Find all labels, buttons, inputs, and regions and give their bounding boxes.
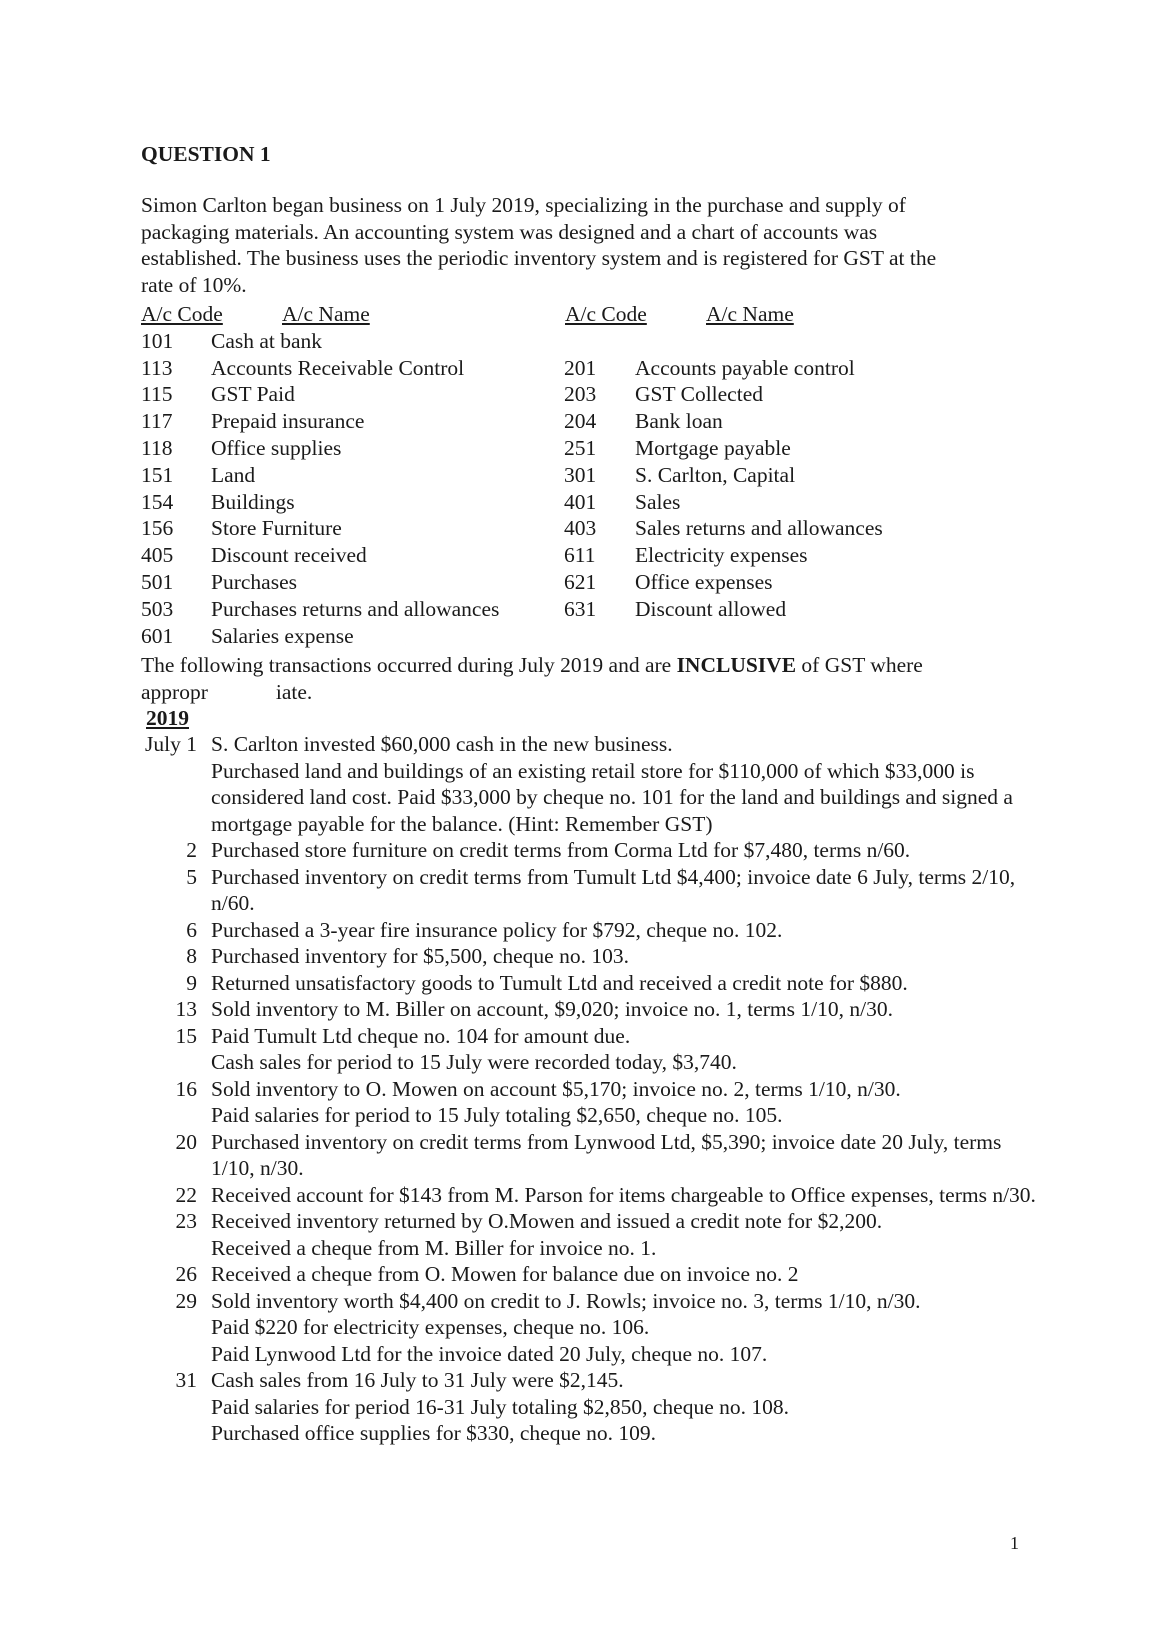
- transaction-item: [141, 996, 1041, 1023]
- account-name: GST Collected: [635, 382, 763, 407]
- question-title: QUESTION 1: [141, 142, 271, 166]
- transaction-text: Purchased inventory on credit terms from Tumult Ltd $4,400; invoice date 6 July, terms 2/10, n/60.: [211, 864, 1016, 915]
- transaction-text: Sold inventory to O. Mowen on account $5,170; invoice no. 2, terms 1/10, n/30.: [211, 1076, 901, 1101]
- account-name: Land: [211, 462, 256, 487]
- transaction-date: 15: [175, 1023, 197, 1048]
- account-name: GST Paid: [211, 382, 295, 407]
- account-code: 115: [141, 382, 173, 407]
- transaction-item: [141, 1208, 1041, 1235]
- transaction-date: July 1: [145, 732, 197, 756]
- transaction-item: [141, 1129, 1041, 1182]
- transaction-item: [141, 1420, 1041, 1447]
- transaction-text: Paid salaries for period 16-31 July totaling $2,850, cheque no. 108.: [211, 1394, 790, 1419]
- transactions-intro-line-2: [141, 679, 1041, 706]
- transactions-intro: [141, 652, 1041, 705]
- transaction-text: Sold inventory worth $4,400 on credit to J. Rowls; invoice no. 3, terms 1/10, n/30.: [211, 1288, 921, 1313]
- transaction-date: 13: [175, 997, 197, 1021]
- transaction-date: 16: [175, 1076, 197, 1101]
- account-code: 631: [564, 596, 597, 621]
- transaction-text: Paid salaries for period to 15 July totaling $2,650, cheque no. 105.: [211, 1103, 783, 1127]
- transaction-text: Purchased store furniture on credit terms from Corma Ltd for $7,480, terms n/60.: [211, 838, 911, 862]
- table-row: [141, 623, 1041, 650]
- account-code: 101: [141, 328, 174, 353]
- account-name: Mortgage payable: [635, 435, 791, 460]
- account-name: Prepaid insurance: [211, 409, 365, 434]
- transaction-text: Returned unsatisfactory goods to Tumult Ltd and received a credit note for $880.: [211, 970, 908, 995]
- transaction-item: [141, 1076, 1041, 1103]
- account-code: 203: [564, 382, 597, 407]
- header-ac-code-left: A/c Code: [141, 302, 223, 326]
- header-ac-name-left: A/c Name: [282, 302, 370, 326]
- header-ac-code-right: A/c Code: [565, 302, 647, 326]
- transaction-text: Paid Tumult Ltd cheque no. 104 for amount due.: [211, 1023, 631, 1048]
- account-code: 117: [141, 409, 173, 434]
- table-row: [141, 381, 1041, 408]
- transaction-text: Paid $220 for electricity expenses, cheque no. 106.: [211, 1315, 650, 1339]
- transaction-item: [141, 1102, 1041, 1129]
- transaction-text: Purchased inventory for $5,500, cheque no. 103.: [211, 944, 629, 968]
- account-name: Discount received: [211, 543, 367, 568]
- account-name: S. Carlton, Capital: [635, 462, 796, 487]
- transaction-date: 23: [175, 1209, 197, 1233]
- account-name: Sales returns and allowances: [635, 516, 883, 541]
- account-name: Store Furniture: [211, 516, 342, 541]
- transaction-text: Purchased inventory on credit terms from Lynwood Ltd, $5,390; invoice date 20 July, terms 1/10, n/30.: [211, 1129, 1002, 1180]
- account-name: Purchases: [211, 569, 297, 594]
- transaction-text: Purchased office supplies for $330, cheque no. 109.: [211, 1421, 657, 1445]
- transaction-item: [141, 970, 1041, 997]
- transaction-item: [141, 917, 1041, 944]
- transaction-item: [141, 837, 1041, 864]
- transaction-item: [141, 1341, 1041, 1368]
- transaction-item: [141, 731, 1041, 758]
- inclusive-emphasis: INCLUSIVE: [676, 653, 797, 677]
- transaction-text: Received inventory returned by O.Mowen and issued a credit note for $2,200.: [211, 1209, 883, 1233]
- account-name: Purchases returns and allowances: [211, 596, 500, 621]
- table-header-row: [141, 301, 1041, 328]
- account-name: Salaries expense: [211, 623, 354, 648]
- account-name: Office expenses: [635, 569, 773, 594]
- transaction-date: 29: [175, 1288, 197, 1313]
- transactions-list: [141, 731, 1041, 1447]
- account-code: 403: [564, 516, 597, 541]
- transaction-item: [141, 1394, 1041, 1421]
- transaction-date: 20: [175, 1129, 197, 1154]
- page-number: 1: [1010, 1533, 1019, 1553]
- account-name: Cash at bank: [211, 328, 323, 353]
- transaction-text: Received a cheque from O. Mowen for balance due on invoice no. 2: [211, 1262, 799, 1286]
- transaction-item: [141, 1023, 1041, 1050]
- account-code: 501: [141, 569, 174, 594]
- transaction-item: [141, 758, 1041, 838]
- transaction-text: Received a cheque from M. Biller for invoice no. 1.: [211, 1235, 657, 1260]
- transaction-date: 26: [175, 1262, 197, 1286]
- intro-text-split-a: appropr: [141, 679, 208, 704]
- account-code: 204: [564, 409, 597, 434]
- transaction-date: 8: [186, 944, 197, 968]
- transaction-item: [141, 864, 1041, 917]
- transaction-text: Received account for $143 from M. Parson for items chargeable to Office expenses, terms n/30.: [211, 1182, 1036, 1207]
- account-name: Bank loan: [635, 409, 723, 434]
- account-code: 151: [141, 462, 174, 487]
- transaction-text: Purchased land and buildings of an existing retail store for $110,000 of which $33,000 is considered land cost. Paid $33,000 by cheque no. 101 for the land and buildings and signed a mortgage payable for the balance. (Hint: Remember GST): [211, 758, 1013, 836]
- account-code: 503: [141, 596, 174, 621]
- table-row: [141, 435, 1041, 462]
- transaction-date: 22: [175, 1182, 197, 1207]
- account-code: 621: [564, 569, 597, 594]
- header-ac-name-right: A/c Name: [706, 302, 794, 326]
- transaction-item: [141, 1261, 1041, 1288]
- account-name: Buildings: [211, 489, 295, 514]
- table-row: [141, 328, 1041, 355]
- intro-line: established. The business uses the periodic inventory system and is registered for GST at the: [141, 246, 937, 270]
- table-row: [141, 569, 1041, 596]
- account-name: Office supplies: [211, 435, 342, 460]
- transaction-item: [141, 1182, 1041, 1209]
- transaction-text: Sold inventory to M. Biller on account, $9,020; invoice no. 1, terms 1/10, n/30.: [211, 997, 893, 1021]
- intro-paragraph: [141, 192, 1041, 298]
- table-row: [141, 515, 1041, 542]
- account-name: Accounts payable control: [635, 355, 855, 380]
- intro-text-split-b: iate.: [275, 679, 313, 704]
- transaction-date: 31: [175, 1368, 197, 1392]
- chart-of-accounts-table: [141, 301, 1041, 649]
- year-heading: 2019: [146, 706, 189, 730]
- account-code: 118: [141, 435, 173, 460]
- table-row: [141, 596, 1041, 623]
- transaction-text: Purchased a 3-year fire insurance policy for $792, cheque no. 102.: [211, 917, 783, 942]
- account-name: Sales: [635, 489, 681, 514]
- transaction-date: 9: [186, 970, 197, 995]
- transaction-text: Cash sales from 16 July to 31 July were $2,145.: [211, 1368, 624, 1392]
- transaction-item: [141, 1049, 1041, 1076]
- intro-text-after: of GST where: [796, 653, 923, 677]
- transaction-item: [141, 1288, 1041, 1315]
- transaction-date: 5: [186, 864, 197, 889]
- table-row: [141, 355, 1041, 382]
- account-name: Discount allowed: [635, 596, 787, 621]
- account-code: 401: [564, 489, 597, 514]
- transaction-item: [141, 1367, 1041, 1394]
- table-row: [141, 542, 1041, 569]
- account-code: 251: [564, 435, 597, 460]
- table-row: [141, 489, 1041, 516]
- transaction-date: 2: [186, 838, 197, 862]
- account-code: 601: [141, 623, 174, 648]
- account-code: 154: [141, 489, 174, 514]
- account-code: 201: [564, 355, 597, 380]
- account-name: Accounts Receivable Control: [211, 355, 465, 380]
- intro-line: rate of 10%.: [141, 272, 247, 297]
- transaction-item: [141, 1314, 1041, 1341]
- transaction-text: Paid Lynwood Ltd for the invoice dated 20 July, cheque no. 107.: [211, 1341, 768, 1366]
- account-code: 405: [141, 543, 174, 568]
- table-row: [141, 408, 1041, 435]
- account-name: Electricity expenses: [635, 543, 808, 568]
- transactions-intro-line-1: [141, 652, 1041, 679]
- table-row: [141, 462, 1041, 489]
- account-code: 301: [564, 462, 597, 487]
- intro-line: packaging materials. An accounting system was designed and a chart of accounts was: [141, 219, 878, 244]
- transaction-text: S. Carlton invested $60,000 cash in the new business.: [211, 732, 673, 756]
- transaction-item: [141, 943, 1041, 970]
- account-code: 113: [141, 355, 173, 380]
- transaction-date: 6: [186, 917, 197, 942]
- intro-line: Simon Carlton began business on 1 July 2019, specializing in the purchase and supply of: [141, 193, 906, 217]
- transaction-item: [141, 1235, 1041, 1262]
- intro-text-before: The following transactions occurred during July 2019 and are: [141, 653, 677, 677]
- transaction-text: Cash sales for period to 15 July were recorded today, $3,740.: [211, 1050, 737, 1074]
- account-code: 156: [141, 516, 174, 541]
- account-code: 611: [564, 543, 596, 568]
